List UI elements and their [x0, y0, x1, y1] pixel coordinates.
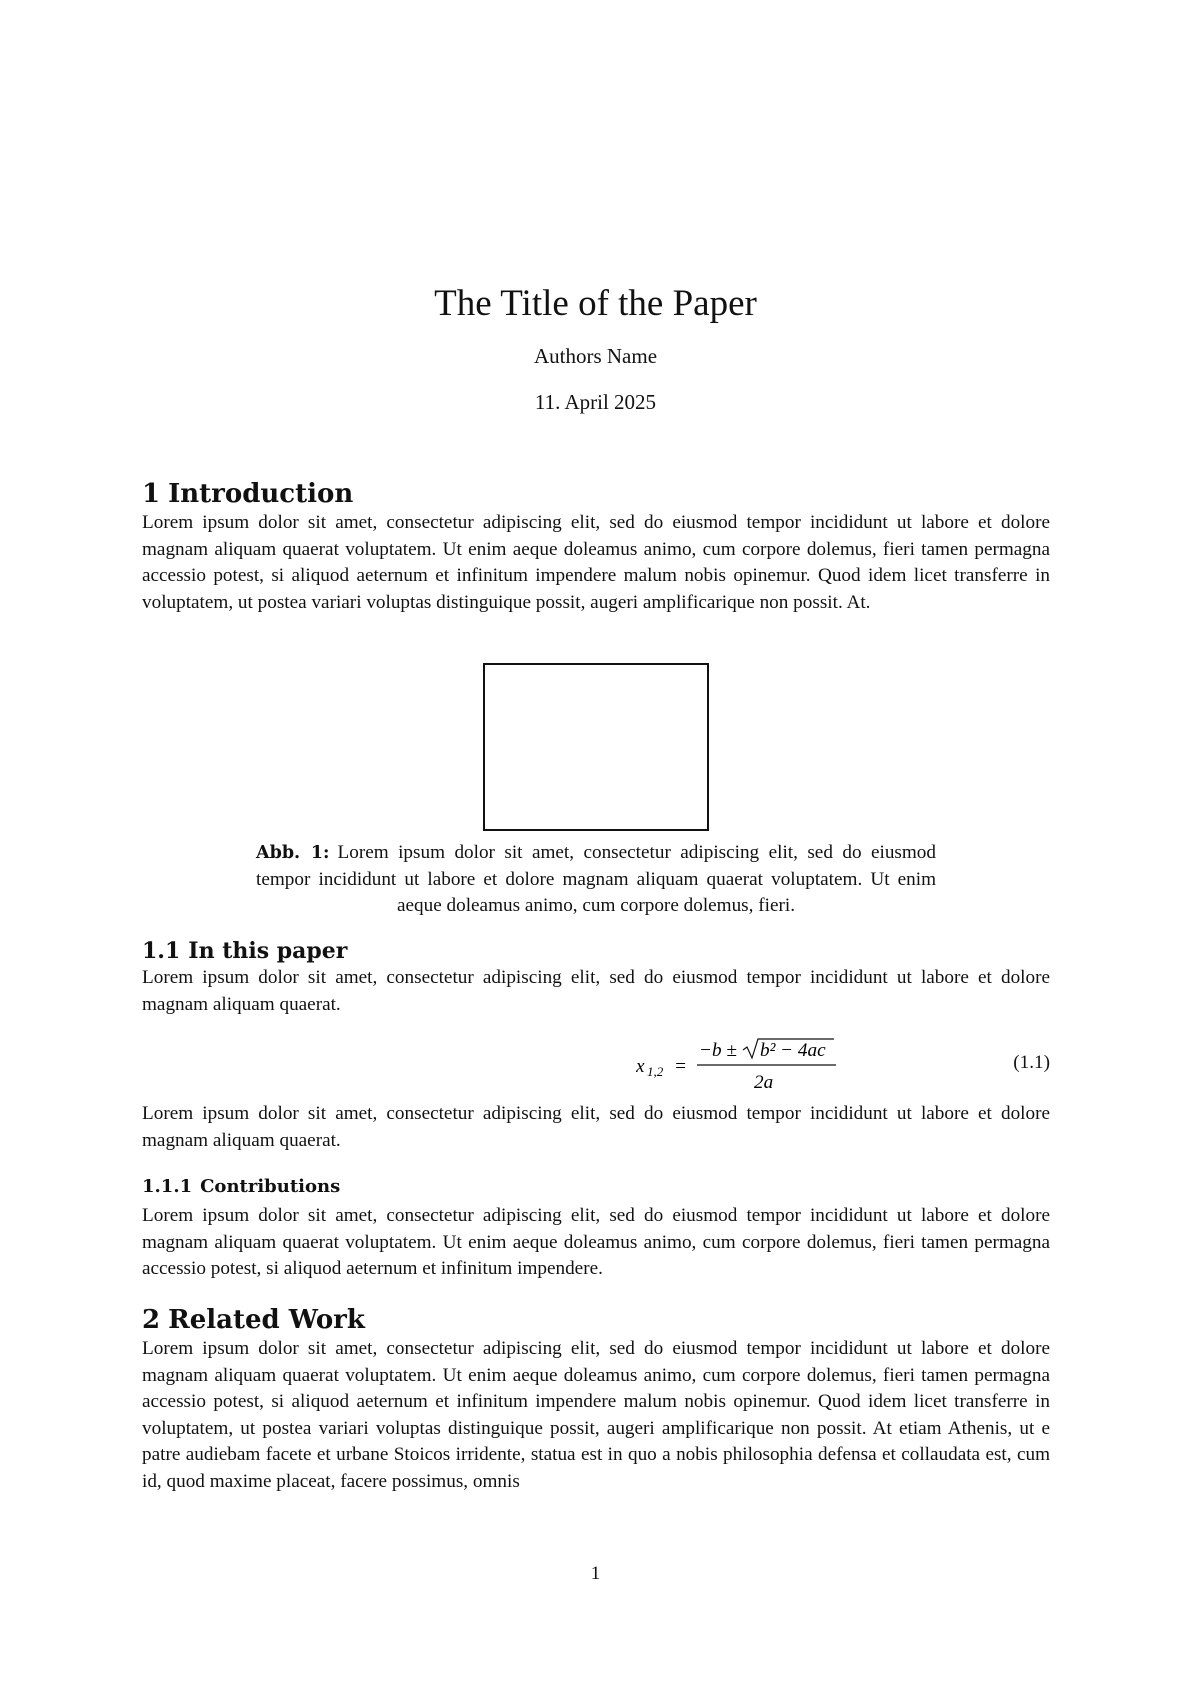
equation-number: (1.1) — [1013, 1052, 1050, 1073]
equation-denominator: 2a — [754, 1072, 774, 1093]
section-body-in-this-paper: Lorem ipsum dolor sit amet, consectetur adipiscing elit, sed do eiusmod tempor incididunt ut labore et dolore magnam aliquam quaerat. — [142, 967, 1050, 1015]
section-body-contributions: Lorem ipsum dolor sit amet, consectetur adipiscing elit, sed do eiusmod tempor incididunt ut labore et dolore magnam aliquam quaerat voluptatem. Ut enim aeque doleamus animo, cum corpore dolemus, fieri tamen permagna accessio potest, si aliquod aeternum et infinitum impendere. — [142, 1205, 1050, 1280]
figure-placeholder — [483, 663, 709, 831]
figure-caption-text: Lorem ipsum dolor sit amet, consectetur adipiscing elit, sed do eiusmod tempor incididunt ut labore et dolore magnam aliquam quaerat voluptatem. Ut enim aeque doleamus animo, cum corpore dolemus, fieri. — [256, 842, 936, 917]
section-number: 2 — [142, 1305, 161, 1335]
paper-title: The Title of the Paper — [434, 283, 757, 324]
section-heading-related-work — [142, 1304, 1050, 1336]
section-title: Introduction — [168, 479, 354, 509]
section-contributions — [142, 1175, 1050, 1283]
section-related-work — [142, 1304, 1050, 1496]
equation-radicand: b² − 4ac — [760, 1040, 826, 1061]
section-body-introduction: Lorem ipsum dolor sit amet, consectetur adipiscing elit, sed do eiusmod tempor incididunt ut labore et dolore magnam aliquam quaerat voluptatem. Ut enim aeque doleamus animo, cum corpore dolemus, fieri tamen permagna accessio potest, si aliquod aeternum et infinitum impendere malum nobis opinemur. Quod idem licet transferre in voluptatem, ut postea variari voluptas distinguique possit, augeri amplificarique non possit. At. — [142, 512, 1050, 613]
equation-numerator-left: −b ± — [699, 1040, 737, 1061]
figure-label: Abb. 1: — [256, 843, 330, 863]
equation-lhs-subscript: 1,2 — [647, 1064, 664, 1079]
page-number: 1 — [590, 1563, 601, 1584]
equation-quadratic — [142, 1038, 1050, 1093]
section-in-this-paper — [142, 937, 1050, 1018]
equation-formula — [636, 1038, 856, 1094]
figure-caption — [256, 840, 936, 920]
section-number: 1.1.1 — [142, 1176, 193, 1197]
section-title: Contributions — [200, 1176, 341, 1197]
section-heading-in-this-paper — [142, 937, 1050, 965]
author-name: Authors Name — [533, 344, 658, 368]
section-number: 1.1 — [142, 938, 181, 964]
section-title: In this paper — [188, 938, 348, 964]
section-heading-contributions — [142, 1175, 1050, 1199]
section-introduction — [142, 478, 1050, 616]
section-title: Related Work — [168, 1305, 365, 1335]
in-this-paper-continued — [142, 1101, 1050, 1154]
equation-lhs: x — [636, 1056, 645, 1077]
section-body-related-work: Lorem ipsum dolor sit amet, consectetur adipiscing elit, sed do eiusmod tempor incididunt ut labore et dolore magnam aliquam quaerat voluptatem. Ut enim aeque doleamus animo, cum corpore dolemus, fieri tamen permagna accessio potest, si aliquod aeternum et infinitum impendere malum nobis opinemur. Quod idem licet transferre in voluptatem, ut postea variari voluptas distinguique possit, augeri amplificarique non possit. At etiam Athenis, ut e patre audiebam facete et urbane Stoicos irridente, statua est in quo a nobis philosophia defensa et collaudata est, cum id, quod maxime placeat, facere possimus, omnis — [142, 1338, 1050, 1492]
paper-date: 11. April 2025 — [534, 390, 657, 414]
equals-sign: = — [674, 1056, 687, 1077]
section-number: 1 — [142, 479, 161, 509]
section-body-after-equation: Lorem ipsum dolor sit amet, consectetur adipiscing elit, sed do eiusmod tempor incididunt ut labore et dolore magnam aliquam quaerat. — [142, 1103, 1050, 1151]
section-heading-introduction — [142, 478, 1050, 510]
